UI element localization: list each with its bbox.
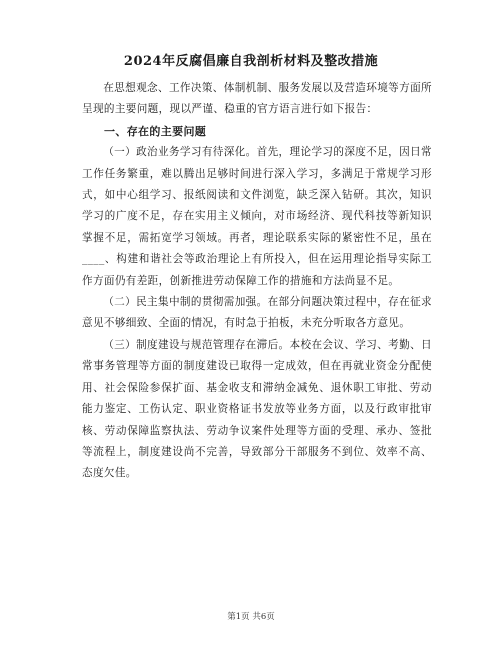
document-title: 2024年反腐倡廉自我剖析材料及整改措施 [123,54,379,69]
paragraph-2: （二）民主集中制的贯彻需加强。在部分问题决策过程中，存在征求意见不够细致、全面的情况，有时急于拍板，未充分听取各方意见。 [82,296,432,330]
page-indicator: 第1页 共6页 [227,612,275,622]
document-body [82,78,432,485]
paragraph-1: （一）政治业务学习有待深化。首先，理论学习的深度不足，因日常工作任务繁重，难以腾出足够时间进行深入学习，多满足于常规学习形式，如中心组学习、报纸阅读和文件浏览，缺乏深入钻研。其次，知识学习的广度不足，存在实用主义倾向，对市场经济、现代科技等新知识掌握不足，需拓宽学习领域。再者，理论联系实际的紧密性不足，虽在____、构建和谐社会等政治理论上有所投入，但在运用理论指导实际工作方面仍有差距，创新推进劳动保障工作的措施和方法尚显不足。 [82,146,432,287]
paragraph-3: （三）制度建设与规范管理存在滞后。本校在会议、学习、考勤、日常事务管理等方面的制度建设已取得一定成效，但在再就业资金分配使用、社会保险参保扩面、基金收支和滞纳金减免、退休职工审批、劳动能力鉴定、工伤认定、职业资格证书发放等业务方面，以及行政审批审核、劳动保障监察执法、劳动争议案件处理等方面的受理、承办、签批等流程上，制度建设尚不完善，导致部分干部服务不到位、效率不高、态度欠佳。 [82,338,432,480]
section-heading: 一、存在的主要问题 [104,124,207,138]
intro-paragraph: 在思想观念、工作决策、体制机制、服务发展以及营造环境等方面所呈现的主要问题，现以严谨、稳重的官方语言进行如下报告： [82,82,432,116]
